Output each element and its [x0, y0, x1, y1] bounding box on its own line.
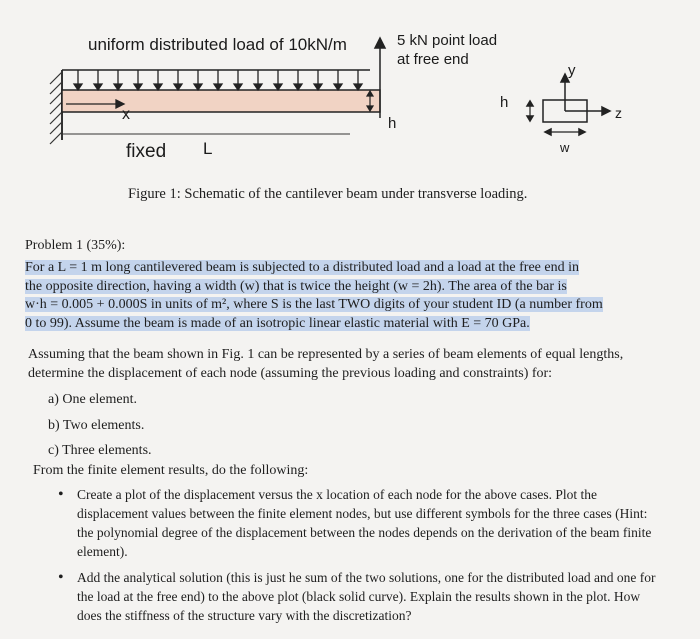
assumption-paragraph: [28, 345, 668, 383]
beam-schematic: [0, 0, 700, 180]
statement-line-2: the opposite direction, having a width (w) that is twice the height (w = 2h). The area of the bar is: [25, 278, 567, 294]
bullet-dot-icon: •: [58, 569, 64, 586]
bullet-text: Create a plot of the displacement versus the x location of each node for the above cases. Plot the displacement values between the finite element nodes, but use different symbols for the three cases (Hint: the polynomial degree of the displacement between the nodes depends on the derivation of the beam finite element).: [77, 487, 652, 559]
bullet-text: Add the analytical solution (this is just he sum of the two solutions, one for the distributed load and one for the load at the free end) to the above plot (black solid curve). Explain the results shown in the plot. How does the stiffness of the structure vary with the discretization?: [77, 570, 656, 623]
height-label: h: [388, 115, 397, 132]
problem-statement: [25, 259, 665, 333]
width-label: w: [560, 140, 570, 155]
list-item: c) Three elements.: [48, 443, 152, 458]
problem-title: Problem 1 (35%):: [25, 238, 126, 253]
list-item: a) One element.: [48, 392, 138, 407]
x-axis-label: x: [122, 106, 130, 123]
y-axis-label: y: [568, 62, 576, 79]
list-item: b) Two elements.: [48, 418, 145, 433]
fixed-support-hatching: [50, 70, 62, 144]
statement-line-4: 0 to 99). Assume the beam is made of an isotropic linear elastic material with E = 70 GPa.: [25, 315, 530, 331]
point-load-label: [397, 31, 507, 69]
statement-line-1: For a L = 1 m long cantilevered beam is subjected to a distributed load and a load at the free end in: [25, 260, 579, 275]
distributed-load-label: uniform distributed load of 10kN/m: [88, 35, 347, 54]
figure-caption: Figure 1: Schematic of the cantilever beam under transverse loading.: [128, 186, 528, 202]
bullet-dot-icon: •: [58, 486, 64, 503]
beam: [62, 90, 380, 112]
length-label: L: [203, 139, 213, 158]
section-height-label: h: [500, 94, 509, 111]
point-load-label-line2: at free end: [397, 51, 469, 68]
statement-line-3: w·h = 0.005 + 0.000S in units of m², where S is the last TWO digits of your student ID (a number from: [25, 297, 603, 313]
assumption-line-2: determine the displacement of each node (assuming the previous loading and constraints) for:: [28, 366, 553, 381]
point-load-label-line1: 5 kN point load: [397, 32, 498, 49]
distributed-load-arrows: [74, 70, 362, 90]
assumption-line-1: Assuming that the beam shown in Fig. 1 can be represented by a series of beam elements of equal lengths,: [28, 347, 624, 362]
z-axis-label: z: [615, 105, 622, 121]
instructions-intro: From the finite element results, do the following:: [33, 463, 309, 478]
fixed-support-label: fixed: [126, 141, 167, 162]
cross-section: [527, 74, 610, 135]
